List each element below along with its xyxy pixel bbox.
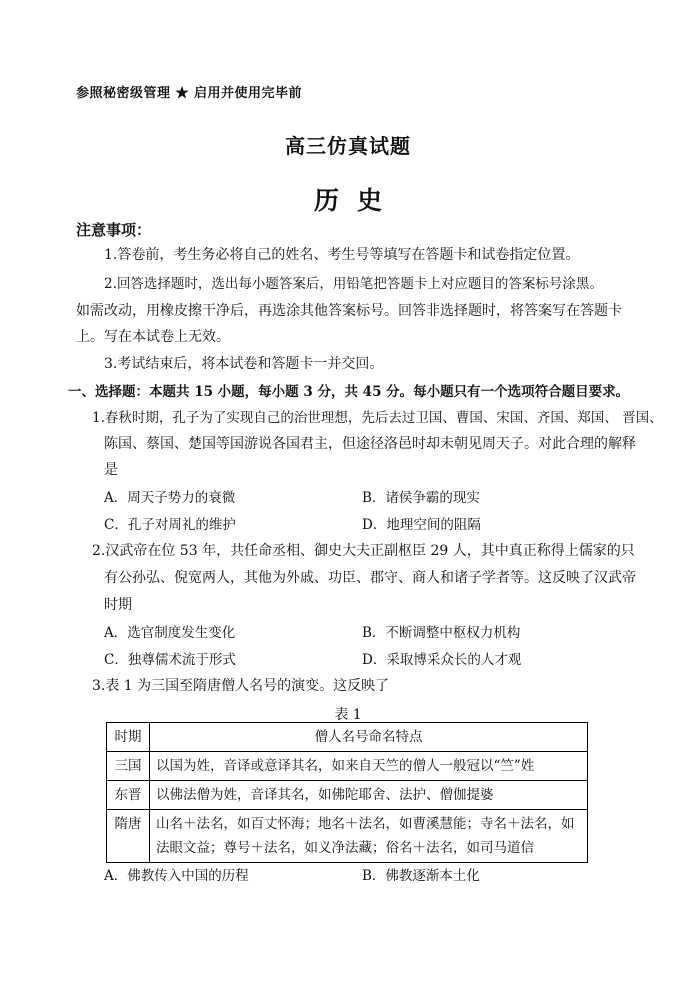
confidentiality-label: 参照秘密级管理 ★ 启用并使用完毕前 (76, 86, 303, 101)
notice-item-2-cont: 如需改动，用橡皮擦干净后，再选涂其他答案标号。回答非选择题时，将答案写在答题卡 (76, 303, 622, 319)
question-2-option-b: B．不断调整中枢权力机构 (362, 625, 521, 641)
question-1-line-2: 陈国、蔡国、楚国等国游说各国君主，但途径洛邑时却未朝见周天子。对此合理的解释 (104, 436, 636, 452)
question-1-line-3: 是 (104, 462, 118, 478)
exam-title: 高三仿真试题 (285, 134, 411, 158)
question-1-option-c: C．孔子对周礼的维护 (104, 517, 236, 533)
table-row (107, 752, 588, 781)
notice-item-1: 1.答卷前，考生务必将自己的姓名、考生号等填写在答题卡和试卷指定位置。 (104, 247, 580, 263)
question-2-option-a: A．选官制度发生变化 (104, 625, 236, 641)
question-2-option-c: C．独尊儒术流于形式 (104, 652, 236, 668)
notice-heading: 注意事项： (76, 221, 152, 239)
table-header-row (107, 723, 588, 752)
table-cell-period: 隋唐 (107, 810, 150, 863)
question-2-line-1: 2.汉武帝在位 53 年，共任命丞相、御史大夫正副枢臣 29 人，其中真正称得上儒家的只 (92, 543, 635, 559)
question-2-option-d: D．采取博采众长的人才观 (362, 652, 522, 668)
question-1-line-1: 1.春秋时期，孔子为了实现自己的治世理想，先后去过卫国、曹国、宋国、齐国、郑国、 晋国、 (92, 410, 663, 426)
question-2-line-2: 有公孙弘、倪宽两人，其他为外戚、功臣、郡守、商人和诸子学者等。这反映了汉武帝 (104, 570, 636, 586)
table-cell-feature: 以国为姓，音译或意译其名，如来自天竺的僧人一般冠以“竺”姓 (150, 752, 588, 781)
table-header-feature: 僧人名号命名特点 (150, 723, 588, 752)
question-1-option-a: A．周天子势力的衰微 (104, 490, 236, 506)
table-cell-period: 东晋 (107, 781, 150, 810)
table-cell-feature: 以佛法僧为姓，音译其名，如佛陀耶舍、法护、僧伽提婆 (150, 781, 588, 810)
table-cell-feature: 山名＋法名，如百丈怀海；地名＋法名，如曹溪慧能；寺名＋法名，如法眼文益；尊号＋法名，如义净法藏；俗名＋法名，如司马道信 (150, 810, 588, 863)
table-caption: 表 1 (334, 707, 362, 723)
notice-item-2-cont2: 上。写在本试卷上无效。 (76, 329, 230, 345)
subject-title: 历史 (313, 186, 400, 215)
table-row (107, 810, 588, 863)
notice-item-2: 2.回答选择题时，选出每小题答案后，用铅笔把答题卡上对应题目的答案标号涂黑。 (104, 276, 603, 292)
question-1-option-b: B．诸侯争霸的现实 (362, 490, 480, 506)
table-header-period: 时期 (107, 723, 150, 752)
monk-names-table (106, 722, 588, 863)
question-3-option-b: B．佛教逐渐本土化 (362, 868, 480, 884)
question-1-option-d: D．地理空间的阻隔 (362, 517, 481, 533)
table-row (107, 781, 588, 810)
table-cell-period: 三国 (107, 752, 150, 781)
section-heading: 一、选择题：本题共 15 小题，每小题 3 分，共 45 分。每小题只有一个选项符合题目要求。 (68, 384, 630, 400)
question-2-line-3: 时期 (104, 597, 132, 613)
question-3-line-1: 3.表 1 为三国至隋唐僧人名号的演变。这反映了 (92, 678, 390, 694)
question-3-option-a: A．佛教传入中国的历程 (104, 868, 249, 884)
notice-item-3: 3.考试结束后，将本试卷和答题卡一并交回。 (104, 356, 384, 372)
